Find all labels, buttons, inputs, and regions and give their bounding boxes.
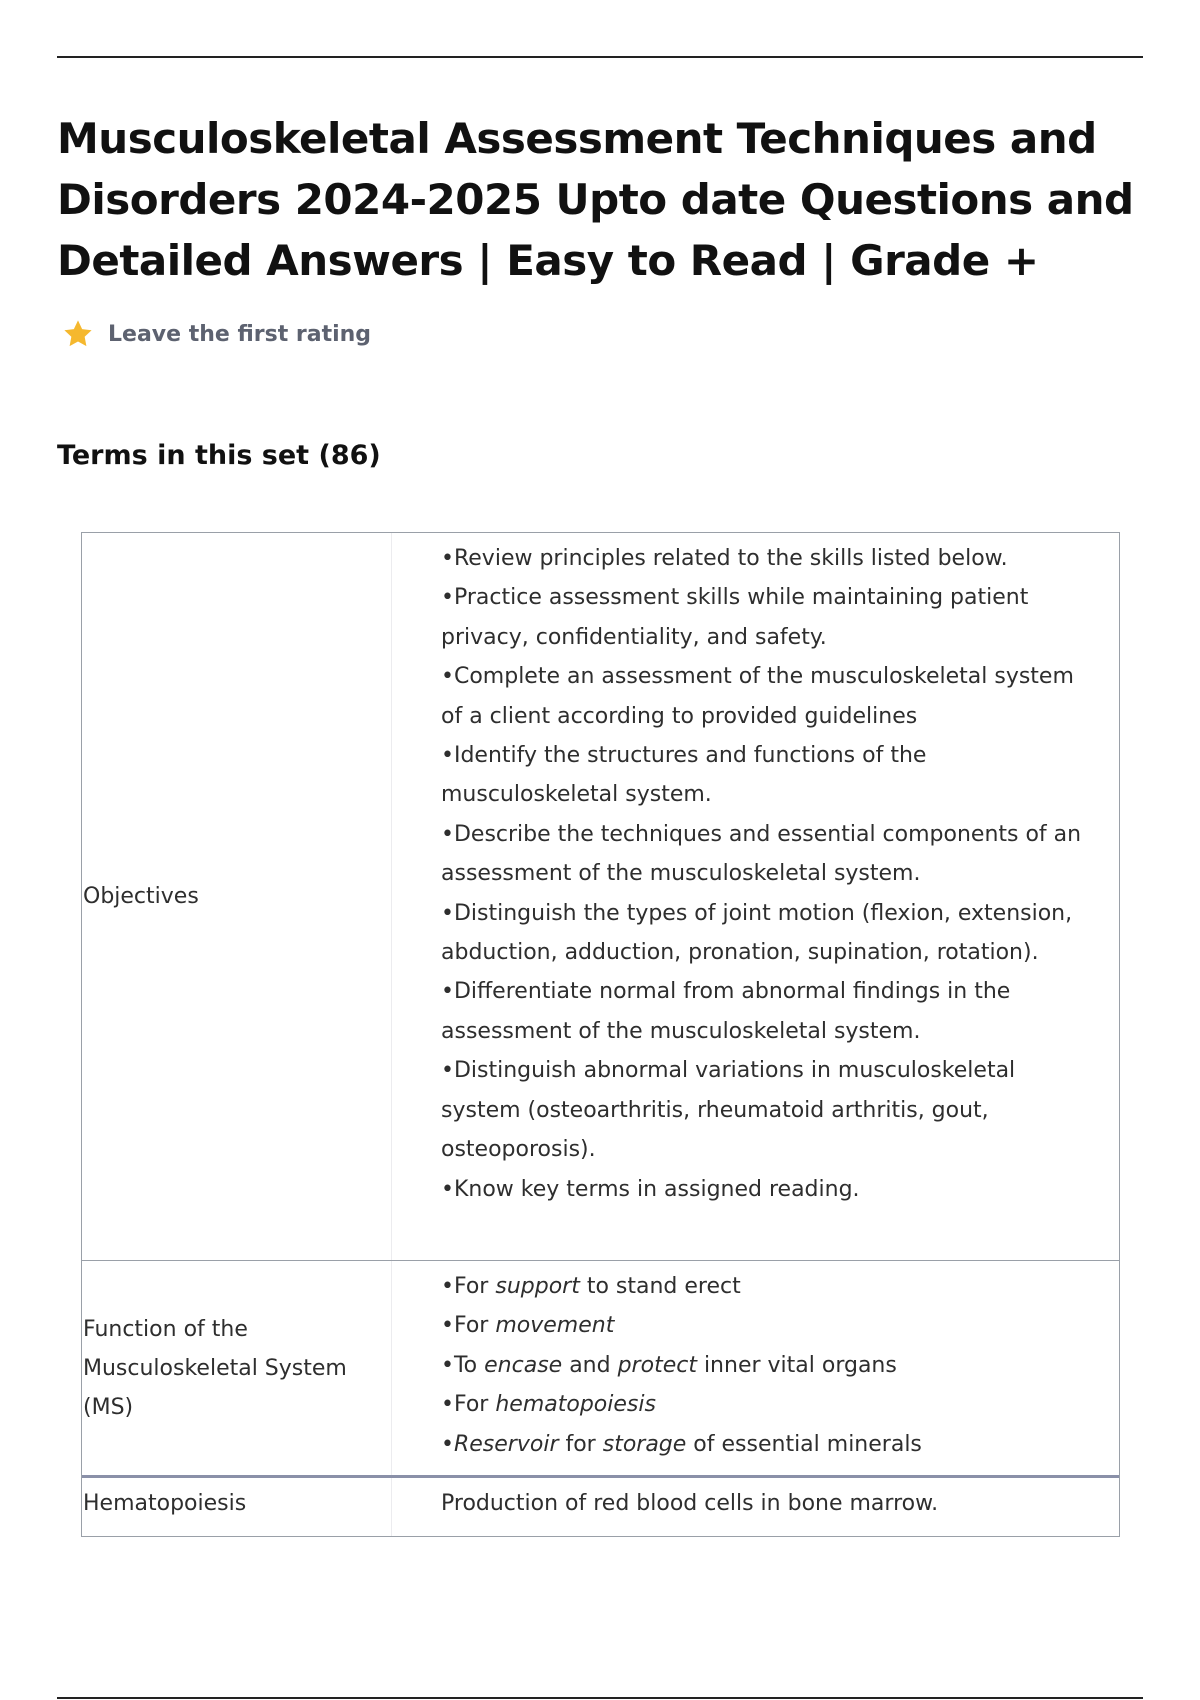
emphasis-text: encase [484, 1352, 563, 1378]
bottom-divider [57, 1697, 1143, 1699]
definition-line: •Distinguish the types of joint motion (flexion, extension, abduction, adduction, pronation, supination, rotation). [441, 900, 1073, 966]
term-row [82, 1260, 1119, 1475]
definition-line: •For movement [441, 1313, 615, 1339]
definition-line: •Distinguish abnormal variations in musculoskeletal system (osteoarthritis, rheumatoid arthritis, gout, osteoporosis). [441, 1058, 1016, 1163]
emphasis-text: Reservoir [453, 1431, 559, 1457]
term-text: Hematopoiesis [83, 1491, 247, 1516]
term-cell [82, 1261, 392, 1475]
emphasis-text: storage [602, 1431, 687, 1457]
definition-line: •To encase and protect inner vital organs [441, 1352, 897, 1378]
definition-line: •Review principles related to the skills listed below. [441, 546, 1008, 571]
definition-line: •Differentiate normal from abnormal findings in the assessment of the musculoskeletal system. [441, 979, 1011, 1044]
top-divider [57, 56, 1143, 58]
definition-line: •Know key terms in assigned reading. [441, 1176, 860, 1202]
terms-heading: Terms in this set (86) [57, 440, 381, 471]
definition-cell [392, 1261, 1119, 1475]
term-row [82, 533, 1119, 1260]
definition-line: •Complete an assessment of the musculoskeletal system of a client according to provided guidelines [441, 664, 1074, 729]
definition-line: •Reservoir for storage of essential minerals [441, 1431, 922, 1457]
emphasis-text: movement [495, 1313, 615, 1339]
definition-line: •Describe the techniques and essential components of an assessment of the musculoskeletal system. [441, 821, 1082, 887]
emphasis-text: support [495, 1274, 580, 1299]
emphasis-text: protect [617, 1352, 697, 1378]
term-cell [82, 533, 392, 1260]
emphasis-text: hematopoiesis [495, 1392, 656, 1418]
rating-label: Leave the first rating [108, 321, 372, 347]
document-title: Musculoskeletal Assessment Techniques and Disorders 2024-2025 Upto date Questions and Detailed Answers | Easy to Read | Grade + [57, 114, 1134, 285]
definition-line: •Identify the structures and functions of the musculoskeletal system. [441, 743, 927, 808]
rating-prompt[interactable] [62, 318, 371, 350]
star-icon [62, 318, 94, 350]
terms-table [81, 532, 1120, 1537]
term-row [82, 1475, 1119, 1536]
term-text: Objectives [83, 884, 199, 909]
term-text: Function of the Musculoskeletal System (MS) [83, 1316, 347, 1420]
definition-cell [392, 533, 1119, 1260]
definition-line: Production of red blood cells in bone marrow. [441, 1491, 939, 1516]
definition-line: •For support to stand erect [441, 1274, 741, 1299]
definition-line: •Practice assessment skills while maintaining patient privacy, confidentiality, and safety. [441, 585, 1029, 650]
term-cell [82, 1478, 392, 1536]
definition-cell [392, 1478, 1119, 1536]
definition-line: •For hematopoiesis [441, 1392, 656, 1418]
